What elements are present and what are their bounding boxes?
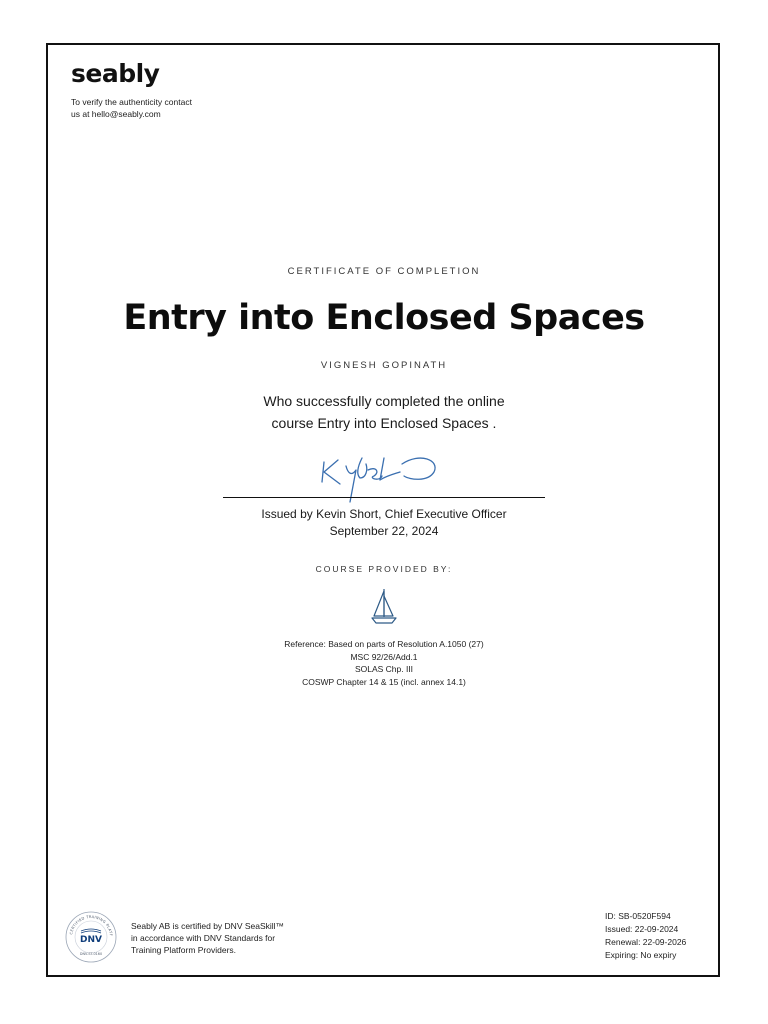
issued-date: September 22, 2024	[329, 524, 439, 538]
cert-line-3: Training Platform Providers.	[131, 945, 237, 955]
certificate-label: CERTIFICATE OF COMPLETION	[287, 266, 481, 277]
dnv-certified-badge	[64, 910, 118, 964]
expiry-status: Expiring: No expiry	[605, 950, 677, 960]
reference-block	[0, 638, 768, 688]
completion-line-2: course Entry into Enclosed Spaces .	[271, 415, 497, 431]
renewal-date: Renewal: 22-09-2026	[605, 937, 687, 947]
certification-statement	[131, 920, 321, 956]
svg-text:CERTIFIED TRAINING PLATFORM	[64, 910, 113, 936]
issued-by: Issued by Kevin Short, Chief Executive Officer	[261, 507, 507, 521]
certificate-id: ID: SB-0520F594	[605, 911, 671, 921]
verify-contact-text	[71, 96, 231, 120]
reference-line-2: MSC 92/26/Add.1	[350, 651, 418, 662]
cert-line-1: Seably AB is certified by DNV SeaSkill™	[131, 921, 285, 931]
cert-line-2: in accordance with DNV Standards for	[131, 933, 276, 943]
verify-line-2: us at hello@seably.com	[71, 109, 161, 119]
sailboat-icon	[369, 586, 399, 626]
issuer-block	[0, 506, 768, 540]
reference-line-3: SOLAS Chp. III	[354, 664, 414, 674]
badge-arc-text: CERTIFIED TRAINING PLATF	[69, 914, 114, 937]
badge-code-text: DNV-ST-0160	[79, 952, 103, 956]
recipient-name: VIGNESH GOPINATH	[320, 360, 448, 371]
completion-statement	[214, 390, 554, 434]
verify-line-1: To verify the authenticity contact	[71, 97, 192, 107]
course-title: Entry into Enclosed Spaces	[123, 298, 645, 338]
reference-line-1: Reference: Based on parts of Resolution A.1050 (27)	[284, 639, 484, 649]
brand-logo: seably	[71, 59, 160, 88]
signature-line	[223, 497, 545, 498]
issued-on: Issued: 22-09-2024	[605, 924, 679, 934]
reference-line-4: COSWP Chapter 14 & 15 (incl. annex 14.1)	[302, 676, 466, 687]
completion-line-1: Who successfully completed the online	[263, 393, 505, 409]
provided-by-label: COURSE PROVIDED BY:	[315, 564, 453, 574]
certificate-details	[605, 910, 715, 962]
badge-dnv-text: DNV	[80, 935, 102, 945]
